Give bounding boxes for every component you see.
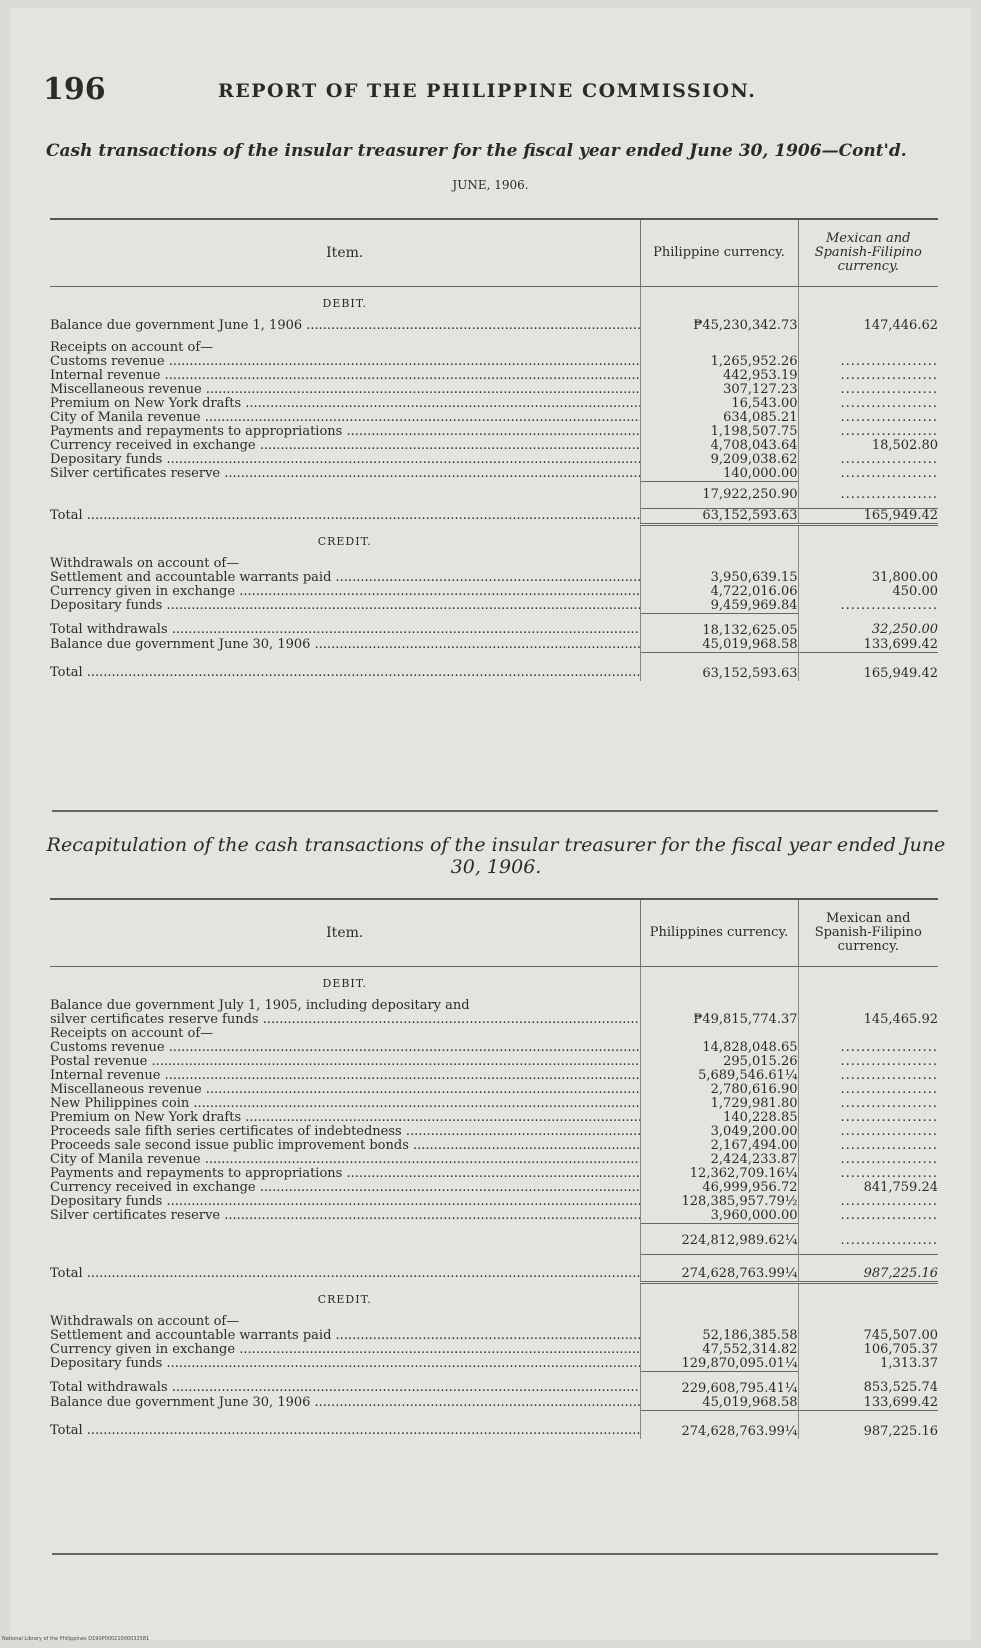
table-row	[50, 1209, 938, 1224]
page-number: 196	[43, 72, 106, 107]
table-row	[50, 1069, 938, 1083]
row-mex-value	[798, 1041, 938, 1055]
row-mex-value	[798, 1083, 938, 1097]
table-row	[50, 383, 938, 397]
table-row	[50, 1125, 938, 1139]
row-mex-value	[798, 1153, 938, 1167]
row-label: Settlement and accountable warrants paid	[50, 570, 332, 585]
page-header	[43, 72, 963, 112]
row-php-value: 14,828,048.65	[640, 1041, 798, 1055]
row-mex-value	[798, 467, 938, 482]
table-header-row	[50, 219, 938, 287]
receipts-subtotal-row: 17,922,250.90 .....	[50, 482, 938, 509]
table-row	[50, 369, 938, 383]
table-row	[50, 585, 938, 599]
row-php-value: 129,870,095.01¼	[640, 1357, 798, 1372]
row-mex-value	[798, 1055, 938, 1069]
row-label: Currency received in exchange	[50, 1181, 256, 1195]
table-row	[50, 1153, 938, 1167]
table-row	[50, 1357, 938, 1372]
table-row	[50, 439, 938, 453]
row-php-value: 634,085.21	[640, 411, 798, 425]
table-row	[50, 467, 938, 482]
total-row: Total ..... 274,628,763.99¼ 987,225.16	[50, 1255, 938, 1283]
row-php-value: 128,385,957.79½	[640, 1195, 798, 1209]
row-mex-value	[798, 1209, 938, 1224]
row-label: Currency given in exchange	[50, 584, 236, 599]
row-mex-value	[798, 369, 938, 383]
table-row	[50, 1329, 938, 1343]
row-php-value: 5,689,546.61¼	[640, 1069, 798, 1083]
table-row: Balance due government June 1, 1906 ..... ₱45,230,342.73 147,446.62	[50, 319, 938, 333]
row-php-value: 47,552,314.82	[640, 1343, 798, 1357]
row-label: Miscellaneous revenue	[50, 1083, 202, 1097]
row-mex-value: 841,759.24	[798, 1181, 938, 1195]
grand-total-row: Total ..... 63,152,593.63 165,949.42	[50, 652, 938, 681]
table-row	[50, 1167, 938, 1181]
header-philippine-currency: Philippines currency.	[640, 899, 798, 967]
row-label: Depositary funds	[50, 1195, 163, 1209]
row-php-value: 9,459,969.84	[640, 599, 798, 614]
balance-line1: Balance due government July 1, 1905, including depositary and	[50, 999, 938, 1013]
row-php-value: 12,362,709.16¼	[640, 1167, 798, 1181]
table-row	[50, 1195, 938, 1209]
running-title: REPORT OF THE PHILIPPINE COMMISSION.	[218, 80, 757, 102]
row-php-value: 4,708,043.64	[640, 439, 798, 453]
table-row	[50, 453, 938, 467]
row-label: Miscellaneous revenue	[50, 383, 202, 397]
table-recapitulation	[50, 898, 938, 1439]
row-mex-value: 106,705.37	[798, 1343, 938, 1357]
row-php-value: 1,729,981.80	[640, 1097, 798, 1111]
table-row	[50, 1097, 938, 1111]
total-withdrawals-row: Total withdrawals ..... 18,132,625.05 32,250.00	[50, 613, 938, 638]
row-label: Customs revenue	[50, 1041, 165, 1055]
row-label: Depositary funds	[50, 453, 163, 467]
document-page	[10, 8, 971, 1640]
row-label: Currency received in exchange	[50, 439, 256, 453]
row-label: Depositary funds	[50, 1356, 163, 1371]
table1-withdrawals	[50, 571, 938, 614]
row-php-value: 16,543.00	[640, 397, 798, 411]
row-label: Proceeds sale fifth series certificates of indebtedness	[50, 1125, 402, 1139]
section-debit: DEBIT.	[50, 287, 938, 320]
table2-withdrawals	[50, 1329, 938, 1372]
row-mex-value	[798, 411, 938, 425]
row-mex-value	[798, 1111, 938, 1125]
table-row	[50, 1181, 938, 1195]
total-withdrawals-row: Total withdrawals ..... 229,608,795.41¼ 853,525.74	[50, 1371, 938, 1396]
row-label: Silver certificates reserve	[50, 1209, 221, 1223]
table1-receipts	[50, 355, 938, 482]
table2-caption: Recapitulation of the cash transactions of the insular treasurer for the fiscal year ended June 30, 1906.	[46, 834, 946, 878]
header-mexican-currency: Mexican and Spanish-Filipino currency.	[798, 899, 938, 967]
row-label: Currency given in exchange	[50, 1342, 236, 1357]
table-row	[50, 1139, 938, 1153]
row-php-value: 140,228.85	[640, 1111, 798, 1125]
row-mex-value	[798, 453, 938, 467]
table-row	[50, 1343, 938, 1357]
table-row	[50, 1055, 938, 1069]
balance-end-row: Balance due government June 30, 1906 ..... 45,019,968.58 133,699.42	[50, 1396, 938, 1411]
table-row	[50, 411, 938, 425]
row-mex-value: 31,800.00	[798, 571, 938, 585]
table-header-row	[50, 899, 938, 967]
table2-receipts	[50, 1041, 938, 1224]
row-php-value: 46,999,956.72	[640, 1181, 798, 1195]
row-label: Internal revenue	[50, 1069, 161, 1083]
scan-footer: National Library of the Philippines D190P00021000032581	[2, 1636, 150, 1642]
row-label: Customs revenue	[50, 355, 165, 369]
row-php-value: 1,198,507.75	[640, 425, 798, 439]
table-row	[50, 355, 938, 369]
row-php-value: 2,424,233.87	[640, 1153, 798, 1167]
row-mex-value: 745,507.00	[798, 1329, 938, 1343]
row-mex-value	[798, 1069, 938, 1083]
section-debit: DEBIT.	[50, 967, 938, 1000]
row-label: Settlement and accountable warrants paid	[50, 1328, 332, 1343]
table-june-1906	[50, 218, 938, 681]
receipts-heading: Receipts on account of—	[50, 1027, 938, 1041]
row-mex-value	[798, 599, 938, 614]
table-row	[50, 1083, 938, 1097]
withdrawals-heading: Withdrawals on account of—	[50, 557, 938, 571]
row-label: Postal revenue	[50, 1055, 148, 1069]
row-label: City of Manila revenue	[50, 1153, 201, 1167]
row-mex-value	[798, 355, 938, 369]
row-label: New Philippines coin	[50, 1097, 190, 1111]
table-row	[50, 425, 938, 439]
header-philippine-currency: Philippine currency.	[640, 219, 798, 287]
header-item: Item.	[50, 219, 640, 287]
row-php-value: 2,780,616.90	[640, 1083, 798, 1097]
divider	[52, 1553, 938, 1555]
row-mex-value: 450.00	[798, 585, 938, 599]
row-label: Depositary funds	[50, 598, 163, 613]
table-row	[50, 571, 938, 585]
row-php-value: 307,127.23	[640, 383, 798, 397]
row-mex-value	[798, 397, 938, 411]
row-label: Payments and repayments to appropriations	[50, 1167, 343, 1181]
table-row: silver certificates reserve funds ..... ₱49,815,774.37 145,465.92	[50, 1013, 938, 1027]
table-row	[50, 1041, 938, 1055]
row-php-value: 295,015.26	[640, 1055, 798, 1069]
row-label: Silver certificates reserve	[50, 467, 221, 481]
row-mex-value	[798, 425, 938, 439]
row-label: Payments and repayments to appropriations	[50, 425, 343, 439]
row-php-value: 3,049,200.00	[640, 1125, 798, 1139]
row-label: Premium on New York drafts	[50, 397, 242, 411]
row-label: Premium on New York drafts	[50, 1111, 242, 1125]
section-credit: CREDIT.	[50, 525, 938, 557]
row-php-value: 4,722,016.06	[640, 585, 798, 599]
section-credit: CREDIT.	[50, 1283, 938, 1315]
table-row	[50, 599, 938, 614]
withdrawals-heading: Withdrawals on account of—	[50, 1315, 938, 1329]
row-php-value: 9,209,038.62	[640, 453, 798, 467]
row-php-value: 3,960,000.00	[640, 1209, 798, 1224]
row-php-value: 3,950,639.15	[640, 571, 798, 585]
row-mex-value	[798, 1139, 938, 1153]
row-label: Internal revenue	[50, 369, 161, 383]
total-row: Total ..... 63,152,593.63 165,949.42	[50, 509, 938, 525]
table1-subcaption: JUNE, 1906.	[452, 178, 529, 192]
row-php-value: 140,000.00	[640, 467, 798, 482]
grand-total-row: Total ..... 274,628,763.99¼ 987,225.16	[50, 1410, 938, 1439]
balance-end-row: Balance due government June 30, 1906 ..... 45,019,968.58 133,699.42	[50, 638, 938, 653]
header-mexican-currency: Mexican and Spanish-Filipino currency.	[798, 219, 938, 287]
row-mex-value	[798, 383, 938, 397]
row-mex-value	[798, 1167, 938, 1181]
row-php-value: 1,265,952.26	[640, 355, 798, 369]
row-mex-value: 1,313.37	[798, 1357, 938, 1372]
row-mex-value	[798, 1195, 938, 1209]
row-php-value: 2,167,494.00	[640, 1139, 798, 1153]
receipts-subtotal-row: 224,812,989.62¼ .....	[50, 1224, 938, 1255]
row-php-value: 52,186,385.58	[640, 1329, 798, 1343]
table1-caption: Cash transactions of the insular treasurer for the fiscal year ended June 30, 1906—Cont'd.	[46, 141, 907, 161]
row-mex-value: 18,502.80	[798, 439, 938, 453]
row-label: City of Manila revenue	[50, 411, 201, 425]
receipts-heading: Receipts on account of—	[50, 341, 938, 355]
table-row	[50, 1111, 938, 1125]
row-label: Proceeds sale second issue public improvement bonds	[50, 1139, 409, 1153]
row-php-value: 442,953.19	[640, 369, 798, 383]
header-item: Item.	[50, 899, 640, 967]
table-row	[50, 397, 938, 411]
row-mex-value	[798, 1125, 938, 1139]
divider	[52, 810, 938, 812]
row-mex-value	[798, 1097, 938, 1111]
